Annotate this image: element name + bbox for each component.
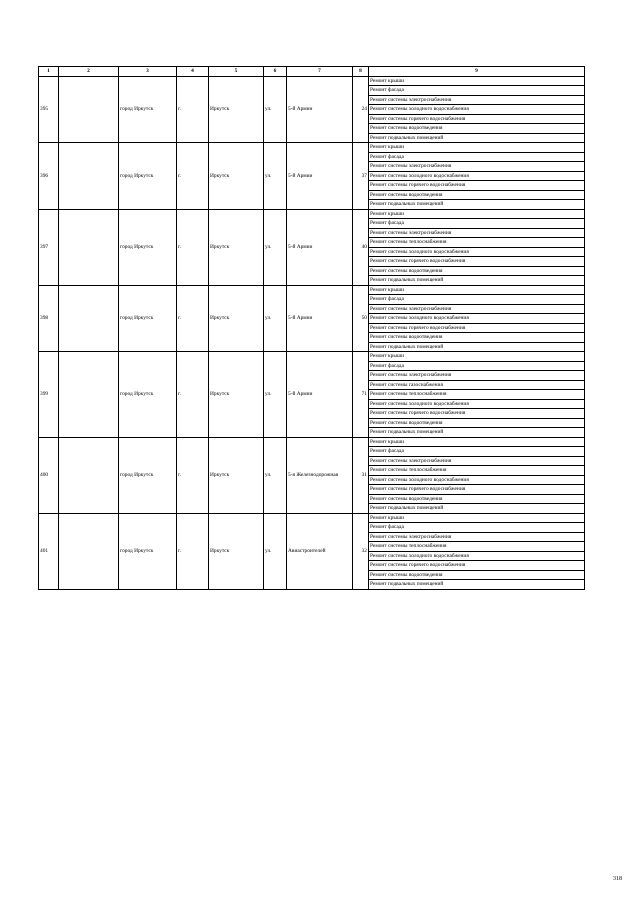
work-item: Ремонт подвальных помещений — [369, 276, 585, 286]
city-name: Иркутск — [209, 76, 264, 143]
work-item: Ремонт подвальных помещений — [369, 200, 585, 210]
work-item: Ремонт системы теплоснабжения — [369, 238, 585, 248]
work-item: Ремонт системы горячего водоснабжения — [369, 561, 585, 571]
work-item: Ремонт фасада — [369, 447, 585, 457]
city: город Иркутск — [119, 209, 177, 285]
city-name: Иркутск — [209, 209, 264, 285]
municipality — [59, 437, 119, 513]
work-item: Ремонт системы холодного водоснабжения — [369, 399, 585, 409]
work-item: Ремонт крыши — [369, 437, 585, 447]
col-header: 2 — [59, 67, 119, 77]
street-name: 5-й Армии — [287, 352, 353, 438]
work-item: Ремонт системы водоотведения — [369, 266, 585, 276]
work-item: Ремонт системы холодного водоснабжения — [369, 475, 585, 485]
work-item: Ремонт крыши — [369, 352, 585, 362]
work-item: Ремонт системы теплоснабжения — [369, 466, 585, 476]
city: город Иркутск — [119, 285, 177, 352]
city-name: Иркутск — [209, 285, 264, 352]
work-item: Ремонт системы горячего водоснабжения — [369, 181, 585, 191]
work-item: Ремонт системы электроснабжения — [369, 532, 585, 542]
register-table — [38, 66, 585, 590]
work-item: Ремонт системы электроснабжения — [369, 304, 585, 314]
municipality — [59, 209, 119, 285]
work-item: Ремонт системы холодного водоснабжения — [369, 314, 585, 324]
col-header: 9 — [369, 67, 585, 77]
work-item: Ремонт системы водоотведения — [369, 570, 585, 580]
street-type: ул. — [264, 143, 287, 210]
work-item: Ремонт подвальных помещений — [369, 342, 585, 352]
work-item: Ремонт системы холодного водоснабжения — [369, 551, 585, 561]
street-type: ул. — [264, 437, 287, 513]
city: город Иркутск — [119, 437, 177, 513]
street-name: Авиастроителей — [287, 513, 353, 589]
house-number: 32 — [353, 513, 369, 589]
municipality — [59, 76, 119, 143]
work-item: Ремонт системы водоотведения — [369, 124, 585, 134]
register-body — [39, 76, 585, 589]
table-row — [39, 513, 585, 523]
street-name: 5-й Армии — [287, 209, 353, 285]
work-item: Ремонт системы электроснабжения — [369, 371, 585, 381]
work-item: Ремонт крыши — [369, 143, 585, 153]
page-number: 318 — [613, 876, 622, 882]
street-type: ул. — [264, 209, 287, 285]
street-type: ул. — [264, 76, 287, 143]
col-header: 8 — [353, 67, 369, 77]
city-name: Иркутск — [209, 513, 264, 589]
work-item: Ремонт системы электроснабжения — [369, 162, 585, 172]
municipality — [59, 513, 119, 589]
house-number: 24 — [353, 76, 369, 143]
municipality — [59, 352, 119, 438]
record-number: 397 — [39, 209, 59, 285]
work-item: Ремонт фасада — [369, 523, 585, 533]
work-item: Ремонт системы электроснабжения — [369, 95, 585, 105]
work-item: Ремонт системы водоотведения — [369, 494, 585, 504]
municipality — [59, 143, 119, 210]
street-name: 5-й Армии — [287, 285, 353, 352]
street-type: ул. — [264, 352, 287, 438]
city-type: г. — [177, 352, 209, 438]
house-number: 37 — [353, 143, 369, 210]
work-item: Ремонт системы холодного водоснабжения — [369, 171, 585, 181]
city: город Иркутск — [119, 352, 177, 438]
work-item: Ремонт системы электроснабжения — [369, 228, 585, 238]
work-item: Ремонт фасада — [369, 295, 585, 305]
city: город Иркутск — [119, 513, 177, 589]
work-item: Ремонт подвальных помещений — [369, 580, 585, 590]
house-number: 40 — [353, 209, 369, 285]
col-header: 6 — [264, 67, 287, 77]
table-row — [39, 437, 585, 447]
work-item: Ремонт подвальных помещений — [369, 504, 585, 514]
city-type: г. — [177, 76, 209, 143]
city: город Иркутск — [119, 143, 177, 210]
header-row — [39, 67, 585, 77]
work-item: Ремонт системы водоотведения — [369, 333, 585, 343]
city-type: г. — [177, 143, 209, 210]
city: город Иркутск — [119, 76, 177, 143]
record-number: 401 — [39, 513, 59, 589]
col-header: 3 — [119, 67, 177, 77]
street-name: 5-й Армии — [287, 143, 353, 210]
work-item: Ремонт системы горячего водоснабжения — [369, 114, 585, 124]
col-header: 5 — [209, 67, 264, 77]
record-number: 395 — [39, 76, 59, 143]
work-item: Ремонт фасада — [369, 86, 585, 96]
record-number: 398 — [39, 285, 59, 352]
street-name: 5-я Железнодорожная — [287, 437, 353, 513]
work-item: Ремонт фасада — [369, 219, 585, 229]
work-item: Ремонт системы электроснабжения — [369, 456, 585, 466]
city-type: г. — [177, 513, 209, 589]
work-item: Ремонт системы горячего водоснабжения — [369, 485, 585, 495]
work-item: Ремонт системы горячего водоснабжения — [369, 257, 585, 267]
table-row — [39, 209, 585, 219]
city-name: Иркутск — [209, 437, 264, 513]
city-type: г. — [177, 209, 209, 285]
work-item: Ремонт системы водоотведения — [369, 418, 585, 428]
col-header: 4 — [177, 67, 209, 77]
municipality — [59, 285, 119, 352]
work-item: Ремонт системы холодного водоснабжения — [369, 105, 585, 115]
col-header: 7 — [287, 67, 353, 77]
city-name: Иркутск — [209, 143, 264, 210]
street-name: 5-й Армии — [287, 76, 353, 143]
table-row — [39, 143, 585, 153]
street-type: ул. — [264, 285, 287, 352]
house-number: 71 — [353, 352, 369, 438]
work-item: Ремонт системы теплоснабжения — [369, 542, 585, 552]
city-type: г. — [177, 285, 209, 352]
col-header: 1 — [39, 67, 59, 77]
work-item: Ремонт крыши — [369, 209, 585, 219]
work-item: Ремонт системы горячего водоснабжения — [369, 409, 585, 419]
house-number: 50 — [353, 285, 369, 352]
work-item: Ремонт крыши — [369, 513, 585, 523]
record-number: 400 — [39, 437, 59, 513]
work-item: Ремонт системы горячего водоснабжения — [369, 323, 585, 333]
work-item: Ремонт системы газоснабжения — [369, 380, 585, 390]
work-item: Ремонт фасада — [369, 361, 585, 371]
work-item: Ремонт системы холодного водоснабжения — [369, 247, 585, 257]
house-number: 31 — [353, 437, 369, 513]
work-item: Ремонт фасада — [369, 152, 585, 162]
work-item: Ремонт системы водоотведения — [369, 190, 585, 200]
table-row — [39, 352, 585, 362]
work-item: Ремонт системы теплоснабжения — [369, 390, 585, 400]
city-name: Иркутск — [209, 352, 264, 438]
street-type: ул. — [264, 513, 287, 589]
record-number: 396 — [39, 143, 59, 210]
record-number: 399 — [39, 352, 59, 438]
table-row — [39, 76, 585, 86]
work-item: Ремонт крыши — [369, 76, 585, 86]
work-item: Ремонт подвальных помещений — [369, 428, 585, 438]
table-row — [39, 285, 585, 295]
city-type: г. — [177, 437, 209, 513]
work-item: Ремонт подвальных помещений — [369, 133, 585, 143]
work-item: Ремонт крыши — [369, 285, 585, 295]
